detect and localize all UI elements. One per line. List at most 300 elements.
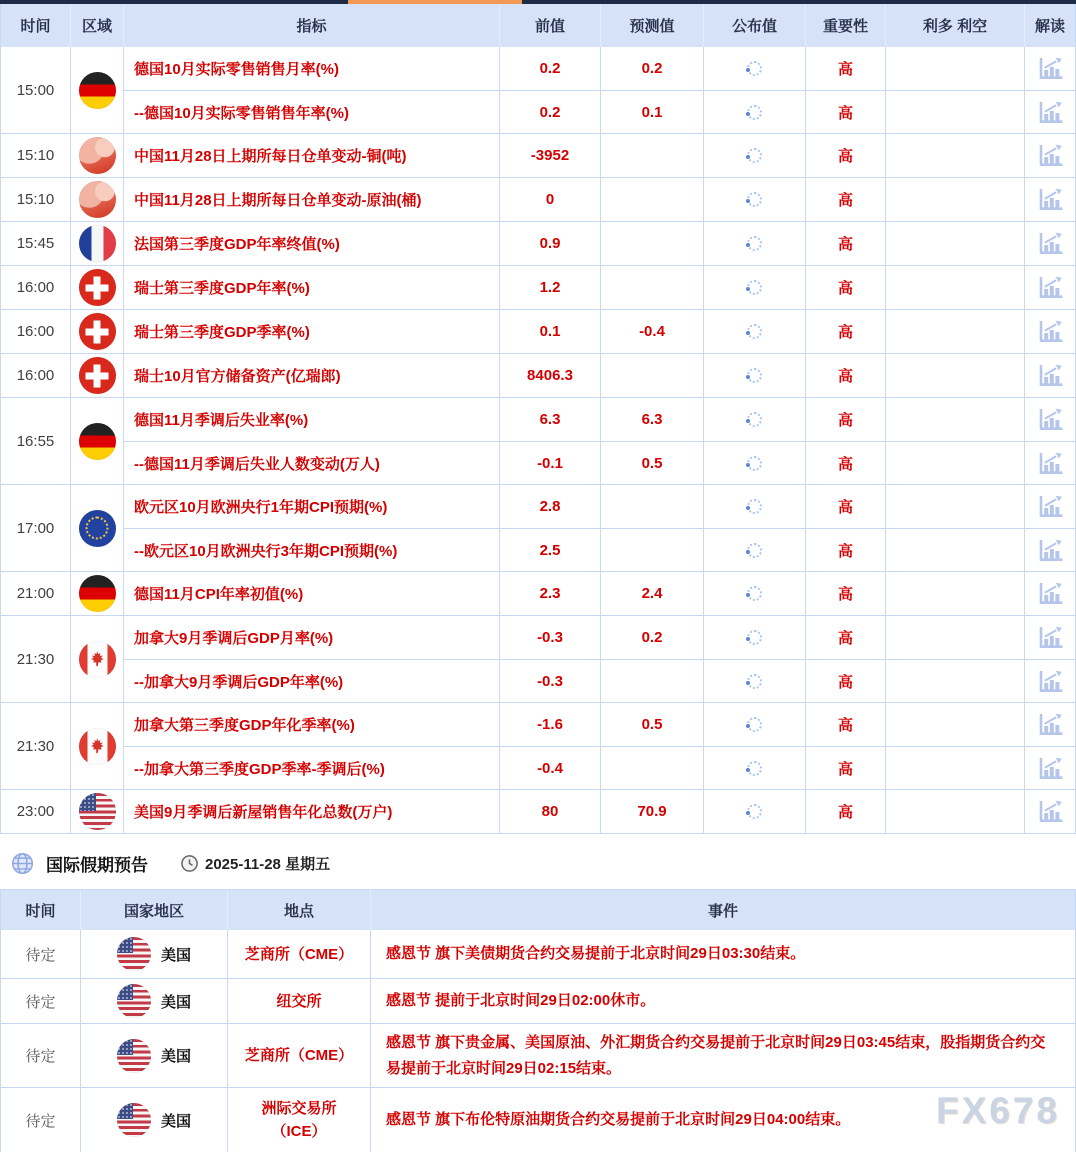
holiday-header-time: 时间 xyxy=(1,890,81,930)
flag-germany-icon xyxy=(79,423,116,460)
calendar-row-group xyxy=(1,572,1075,616)
published-value-cell xyxy=(704,485,806,528)
loading-spinner-icon xyxy=(747,674,762,689)
loading-spinner-icon xyxy=(747,761,762,776)
holiday-event-cell: 感恩节 提前于北京时间29日02:00休市。 xyxy=(386,992,656,1009)
previous-value-cell: 0.2 xyxy=(500,47,601,90)
forecast-value-cell: 6.3 xyxy=(601,398,704,441)
calendar-row-group xyxy=(1,485,1075,572)
importance-cell: 高 xyxy=(806,572,886,615)
indicator-subrows xyxy=(124,47,1075,133)
interpret-cell xyxy=(1025,485,1075,528)
interpret-cell xyxy=(1025,178,1075,221)
holiday-country-label: 美国 xyxy=(160,993,191,1011)
published-value-cell xyxy=(704,660,806,702)
bull-bear-cell xyxy=(886,354,1025,397)
importance-cell: 高 xyxy=(806,790,886,833)
holiday-date: 2025-11-28 星期五 xyxy=(205,856,331,873)
bull-bear-cell xyxy=(886,222,1025,265)
region-flag-cell xyxy=(71,134,124,177)
chart-interpretation-icon[interactable] xyxy=(1037,581,1064,606)
published-value-cell xyxy=(704,354,806,397)
bull-bear-cell xyxy=(886,178,1025,221)
chart-interpretation-icon[interactable] xyxy=(1037,363,1064,388)
flag-canada-icon xyxy=(79,641,116,678)
importance-cell: 高 xyxy=(806,91,886,133)
interpret-cell xyxy=(1025,47,1075,90)
chart-interpretation-icon[interactable] xyxy=(1037,100,1064,125)
holiday-row xyxy=(1,979,1075,1024)
holiday-row xyxy=(1,1024,1075,1088)
interpret-cell xyxy=(1025,747,1075,789)
previous-value-cell: 0.2 xyxy=(500,91,601,133)
indicator-cell: --加拿大9月季调后GDP年率(%) xyxy=(124,660,500,702)
holiday-country-cell xyxy=(81,930,228,978)
holiday-header-row xyxy=(1,890,1075,930)
flag-usa-icon xyxy=(117,937,151,971)
holiday-country-label: 美国 xyxy=(160,1112,191,1130)
published-value-cell xyxy=(704,91,806,133)
loading-spinner-icon xyxy=(747,61,762,76)
loading-spinner-icon xyxy=(747,456,762,471)
interpret-cell xyxy=(1025,529,1075,571)
bull-bear-cell xyxy=(886,572,1025,615)
header-time: 时间 xyxy=(1,4,71,47)
previous-value-cell: 0.1 xyxy=(500,310,601,353)
importance-cell: 高 xyxy=(806,485,886,528)
flag-eu-icon xyxy=(79,510,116,547)
previous-value-cell: 2.8 xyxy=(500,485,601,528)
forecast-value-cell xyxy=(601,485,704,528)
forecast-value-cell xyxy=(601,266,704,309)
holiday-location-cell: 纽交所 xyxy=(228,979,371,1023)
fx678-watermark: FX678 xyxy=(935,1090,1060,1131)
previous-value-cell: 6.3 xyxy=(500,398,601,441)
forecast-value-cell xyxy=(601,660,704,702)
indicator-cell: 德国10月实际零售销售月率(%) xyxy=(124,47,500,90)
forecast-value-cell xyxy=(601,354,704,397)
chart-interpretation-icon[interactable] xyxy=(1037,538,1064,563)
indicator-subrows xyxy=(124,354,1075,397)
indicator-cell: 中国11月28日上期所每日仓单变动-铜(吨) xyxy=(124,134,500,177)
calendar-row-group xyxy=(1,47,1075,134)
indicator-row xyxy=(124,398,1075,441)
loading-spinner-icon xyxy=(747,630,762,645)
region-flag-cell xyxy=(71,178,124,221)
published-value-cell xyxy=(704,266,806,309)
interpret-cell xyxy=(1025,354,1075,397)
loading-spinner-icon xyxy=(747,324,762,339)
holiday-location-cell: 芝商所（CME） xyxy=(228,1024,371,1087)
calendar-body xyxy=(1,47,1075,833)
time-cell: 15:10 xyxy=(1,178,71,221)
indicator-row xyxy=(124,134,1075,177)
indicator-row xyxy=(124,222,1075,265)
indicator-row xyxy=(124,659,1075,702)
time-cell: 16:00 xyxy=(1,354,71,397)
forecast-value-cell xyxy=(601,747,704,789)
holiday-time-cell: 待定 xyxy=(1,979,81,1023)
flag-china-icon xyxy=(79,137,116,174)
globe-icon xyxy=(10,851,35,876)
indicator-cell: 中国11月28日上期所每日仓单变动-原油(桶) xyxy=(124,178,500,221)
indicator-row xyxy=(124,310,1075,353)
flag-usa-icon xyxy=(117,984,151,1018)
time-cell: 21:00 xyxy=(1,572,71,615)
bull-bear-cell xyxy=(886,616,1025,659)
loading-spinner-icon xyxy=(747,280,762,295)
published-value-cell xyxy=(704,178,806,221)
region-flag-cell xyxy=(71,616,124,702)
indicator-row xyxy=(124,616,1075,659)
chart-interpretation-icon[interactable] xyxy=(1037,451,1064,476)
bull-bear-cell xyxy=(886,398,1025,441)
holiday-section-header xyxy=(10,851,1076,876)
importance-cell: 高 xyxy=(806,442,886,484)
holiday-location-cell: 洲际交易所（ICE） xyxy=(228,1088,371,1152)
previous-value-cell: -0.3 xyxy=(500,660,601,702)
forecast-value-cell: 0.5 xyxy=(601,703,704,746)
indicator-cell: 德国11月季调后失业率(%) xyxy=(124,398,500,441)
previous-value-cell: 0 xyxy=(500,178,601,221)
indicator-row xyxy=(124,528,1075,571)
previous-value-cell: 2.3 xyxy=(500,572,601,615)
forecast-value-cell: 0.2 xyxy=(601,616,704,659)
clock-icon xyxy=(180,854,199,873)
interpret-cell xyxy=(1025,660,1075,702)
holiday-country-label: 美国 xyxy=(160,946,191,964)
holiday-header-event: 事件 xyxy=(707,902,738,920)
flag-usa-icon xyxy=(117,1103,151,1137)
interpret-cell xyxy=(1025,790,1075,833)
forecast-value-cell: 2.4 xyxy=(601,572,704,615)
bull-bear-cell xyxy=(886,134,1025,177)
interpret-cell xyxy=(1025,310,1075,353)
holiday-event-cell: 感恩节 旗下布伦特原油期货合约交易提前于北京时间29日04:00结束。 xyxy=(386,1111,851,1128)
previous-value-cell: 2.5 xyxy=(500,529,601,571)
forecast-value-cell: 70.9 xyxy=(601,790,704,833)
published-value-cell xyxy=(704,790,806,833)
chart-interpretation-icon[interactable] xyxy=(1037,56,1064,81)
economic-calendar-table xyxy=(0,4,1076,834)
importance-cell: 高 xyxy=(806,747,886,789)
region-flag-cell xyxy=(71,485,124,571)
forecast-value-cell xyxy=(601,529,704,571)
loading-spinner-icon xyxy=(747,412,762,427)
published-value-cell xyxy=(704,747,806,789)
importance-cell: 高 xyxy=(806,47,886,90)
time-cell: 17:00 xyxy=(1,485,71,571)
time-cell: 23:00 xyxy=(1,790,71,833)
indicator-subrows xyxy=(124,703,1075,789)
chart-interpretation-icon[interactable] xyxy=(1037,187,1064,212)
interpret-cell xyxy=(1025,266,1075,309)
importance-cell: 高 xyxy=(806,616,886,659)
header-interpret: 解读 xyxy=(1034,18,1065,35)
flag-china-icon xyxy=(79,181,116,218)
region-flag-cell xyxy=(71,790,124,833)
previous-value-cell: 8406.3 xyxy=(500,354,601,397)
previous-value-cell: 80 xyxy=(500,790,601,833)
indicator-subrows xyxy=(124,485,1075,571)
published-value-cell xyxy=(704,310,806,353)
active-tab-indicator xyxy=(348,0,522,4)
published-value-cell xyxy=(704,222,806,265)
holiday-event-cell: 感恩节 旗下美债期货合约交易提前于北京时间29日03:30结束。 xyxy=(386,945,806,962)
loading-spinner-icon xyxy=(747,192,762,207)
published-value-cell xyxy=(704,442,806,484)
indicator-cell: --欧元区10月欧洲央行3年期CPI预期(%) xyxy=(124,529,500,571)
bull-bear-cell xyxy=(886,310,1025,353)
indicator-row xyxy=(124,354,1075,397)
calendar-row-group xyxy=(1,398,1075,485)
bull-bear-cell xyxy=(886,747,1025,789)
indicator-row xyxy=(124,485,1075,528)
bull-bear-cell xyxy=(886,442,1025,484)
region-flag-cell xyxy=(71,222,124,265)
published-value-cell xyxy=(704,529,806,571)
chart-interpretation-icon[interactable] xyxy=(1037,669,1064,694)
time-cell: 21:30 xyxy=(1,703,71,789)
chart-interpretation-icon[interactable] xyxy=(1037,494,1064,519)
indicator-subrows xyxy=(124,222,1075,265)
calendar-row-group xyxy=(1,616,1075,703)
calendar-row-group xyxy=(1,790,1075,833)
region-flag-cell xyxy=(71,572,124,615)
tab-strip-bottom-edge xyxy=(0,0,1076,4)
indicator-row xyxy=(124,441,1075,484)
loading-spinner-icon xyxy=(747,236,762,251)
holiday-time-cell: 待定 xyxy=(1,1088,81,1152)
holiday-section-title: 国际假期预告 xyxy=(46,856,148,875)
header-region: 区域 xyxy=(71,4,124,47)
time-cell: 16:00 xyxy=(1,266,71,309)
calendar-row-group xyxy=(1,178,1075,222)
holiday-country-cell xyxy=(81,1024,228,1087)
time-cell: 16:55 xyxy=(1,398,71,484)
flag-switzerland-icon xyxy=(79,269,116,306)
holiday-country-cell xyxy=(81,979,228,1023)
calendar-row-group xyxy=(1,222,1075,266)
loading-spinner-icon xyxy=(747,105,762,120)
previous-value-cell: -3952 xyxy=(500,134,601,177)
indicator-subrows xyxy=(124,310,1075,353)
published-value-cell xyxy=(704,616,806,659)
time-cell: 15:00 xyxy=(1,47,71,133)
chart-interpretation-icon[interactable] xyxy=(1037,799,1064,824)
calendar-row-group xyxy=(1,310,1075,354)
chart-interpretation-icon[interactable] xyxy=(1037,625,1064,650)
indicator-cell: 美国9月季调后新屋销售年化总数(万户) xyxy=(124,790,500,833)
region-flag-cell xyxy=(71,703,124,789)
interpret-cell xyxy=(1025,703,1075,746)
forecast-value-cell: 0.2 xyxy=(601,47,704,90)
flag-france-icon xyxy=(79,225,116,262)
indicator-subrows xyxy=(124,572,1075,615)
chart-interpretation-icon[interactable] xyxy=(1037,319,1064,344)
header-forecast: 预测值 xyxy=(601,4,704,47)
forecast-value-cell: 0.5 xyxy=(601,442,704,484)
importance-cell: 高 xyxy=(806,222,886,265)
importance-cell: 高 xyxy=(806,310,886,353)
chart-interpretation-icon[interactable] xyxy=(1037,143,1064,168)
published-value-cell xyxy=(704,398,806,441)
previous-value-cell: 0.9 xyxy=(500,222,601,265)
importance-cell: 高 xyxy=(806,134,886,177)
interpret-cell xyxy=(1025,442,1075,484)
chart-interpretation-icon[interactable] xyxy=(1037,756,1064,781)
previous-value-cell: -0.1 xyxy=(500,442,601,484)
indicator-subrows xyxy=(124,398,1075,484)
chart-interpretation-icon[interactable] xyxy=(1037,407,1064,432)
indicator-subrows xyxy=(124,790,1075,833)
interpret-cell xyxy=(1025,616,1075,659)
loading-spinner-icon xyxy=(747,804,762,819)
published-value-cell xyxy=(704,47,806,90)
flag-usa-icon xyxy=(79,793,116,830)
time-cell: 21:30 xyxy=(1,616,71,702)
importance-cell: 高 xyxy=(806,529,886,571)
region-flag-cell xyxy=(71,354,124,397)
importance-cell: 高 xyxy=(806,354,886,397)
flag-germany-icon xyxy=(79,72,116,109)
forecast-value-cell xyxy=(601,134,704,177)
holiday-event-cell: 感恩节 旗下贵金属、美国原油、外汇期货合约交易提前于北京时间29日03:45结束，股指期货合约交易提前于北京时间29日02:15结束。 xyxy=(386,1033,1046,1077)
indicator-cell: --德国11月季调后失业人数变动(万人) xyxy=(124,442,500,484)
indicator-cell: 法国第三季度GDP年率终值(%) xyxy=(124,222,500,265)
loading-spinner-icon xyxy=(747,717,762,732)
bull-bear-cell xyxy=(886,529,1025,571)
header-previous: 前值 xyxy=(500,4,601,47)
indicator-cell: 瑞士10月官方储备资产(亿瑞郎) xyxy=(124,354,500,397)
importance-cell: 高 xyxy=(806,703,886,746)
indicator-subrows xyxy=(124,178,1075,221)
bull-bear-cell xyxy=(886,790,1025,833)
previous-value-cell: -0.4 xyxy=(500,747,601,789)
importance-cell: 高 xyxy=(806,660,886,702)
bull-bear-cell xyxy=(886,266,1025,309)
indicator-row xyxy=(124,746,1075,789)
published-value-cell xyxy=(704,572,806,615)
bull-bear-cell xyxy=(886,47,1025,90)
loading-spinner-icon xyxy=(747,586,762,601)
indicator-cell: 瑞士第三季度GDP年率(%) xyxy=(124,266,500,309)
published-value-cell xyxy=(704,134,806,177)
indicator-row xyxy=(124,47,1075,90)
forecast-value-cell: 0.1 xyxy=(601,91,704,133)
header-indicator: 指标 xyxy=(124,4,500,47)
interpret-cell xyxy=(1025,91,1075,133)
indicator-subrows xyxy=(124,266,1075,309)
calendar-row-group xyxy=(1,354,1075,398)
indicator-row xyxy=(124,178,1075,221)
holiday-country-label: 美国 xyxy=(160,1048,191,1065)
previous-value-cell: 1.2 xyxy=(500,266,601,309)
importance-cell: 高 xyxy=(806,266,886,309)
indicator-cell: 加拿大9月季调后GDP月率(%) xyxy=(124,616,500,659)
time-cell: 15:45 xyxy=(1,222,71,265)
loading-spinner-icon xyxy=(747,148,762,163)
indicator-cell: --加拿大第三季度GDP季率-季调后(%) xyxy=(124,747,500,789)
header-importance: 重要性 xyxy=(806,4,886,47)
bull-bear-cell xyxy=(886,485,1025,528)
published-value-cell xyxy=(704,703,806,746)
calendar-row-group xyxy=(1,134,1075,178)
indicator-subrows xyxy=(124,616,1075,702)
flag-usa-icon xyxy=(117,1039,151,1073)
interpret-cell xyxy=(1025,222,1075,265)
previous-value-cell: -0.3 xyxy=(500,616,601,659)
flag-germany-icon xyxy=(79,575,116,612)
holiday-location-cell: 芝商所（CME） xyxy=(228,930,371,978)
region-flag-cell xyxy=(71,47,124,133)
indicator-subrows xyxy=(124,134,1075,177)
indicator-cell: 欧元区10月欧洲央行1年期CPI预期(%) xyxy=(124,485,500,528)
indicator-row xyxy=(124,703,1075,746)
interpret-cell xyxy=(1025,572,1075,615)
indicator-row xyxy=(124,90,1075,133)
interpret-cell xyxy=(1025,398,1075,441)
importance-cell: 高 xyxy=(806,398,886,441)
indicator-cell: 德国11月CPI年率初值(%) xyxy=(124,572,500,615)
loading-spinner-icon xyxy=(747,368,762,383)
indicator-row xyxy=(124,790,1075,833)
indicator-cell: 瑞士第三季度GDP季率(%) xyxy=(124,310,500,353)
loading-spinner-icon xyxy=(747,499,762,514)
chart-interpretation-icon[interactable] xyxy=(1037,231,1064,256)
holiday-row xyxy=(1,1088,1075,1152)
region-flag-cell xyxy=(71,266,124,309)
flag-canada-icon xyxy=(79,728,116,765)
holiday-table xyxy=(0,889,1076,1152)
holiday-time-cell: 待定 xyxy=(1,930,81,978)
flag-switzerland-icon xyxy=(79,313,116,350)
holiday-row xyxy=(1,930,1075,979)
bull-bear-cell xyxy=(886,660,1025,702)
loading-spinner-icon xyxy=(747,543,762,558)
header-bull-bear: 利多 利空 xyxy=(886,4,1025,47)
bull-bear-cell xyxy=(886,91,1025,133)
time-cell: 16:00 xyxy=(1,310,71,353)
holiday-header-location: 地点 xyxy=(228,890,371,930)
calendar-row-group xyxy=(1,703,1075,790)
chart-interpretation-icon[interactable] xyxy=(1037,712,1064,737)
indicator-row xyxy=(124,266,1075,309)
holiday-date-wrap xyxy=(180,853,330,874)
calendar-header-row xyxy=(1,4,1075,47)
indicator-cell: 加拿大第三季度GDP年化季率(%) xyxy=(124,703,500,746)
holiday-time-cell: 待定 xyxy=(1,1024,81,1087)
calendar-row-group xyxy=(1,266,1075,310)
bull-bear-cell xyxy=(886,703,1025,746)
region-flag-cell xyxy=(71,398,124,484)
indicator-row xyxy=(124,572,1075,615)
header-published: 公布值 xyxy=(704,4,806,47)
indicator-cell: --德国10月实际零售销售年率(%) xyxy=(124,91,500,133)
holiday-header-country: 国家地区 xyxy=(81,890,228,930)
flag-switzerland-icon xyxy=(79,357,116,394)
forecast-value-cell xyxy=(601,178,704,221)
forecast-value-cell xyxy=(601,222,704,265)
time-cell: 15:10 xyxy=(1,134,71,177)
region-flag-cell xyxy=(71,310,124,353)
holiday-country-cell xyxy=(81,1088,228,1152)
importance-cell: 高 xyxy=(806,178,886,221)
chart-interpretation-icon[interactable] xyxy=(1037,275,1064,300)
holiday-body xyxy=(1,930,1075,1152)
previous-value-cell: -1.6 xyxy=(500,703,601,746)
forecast-value-cell: -0.4 xyxy=(601,310,704,353)
